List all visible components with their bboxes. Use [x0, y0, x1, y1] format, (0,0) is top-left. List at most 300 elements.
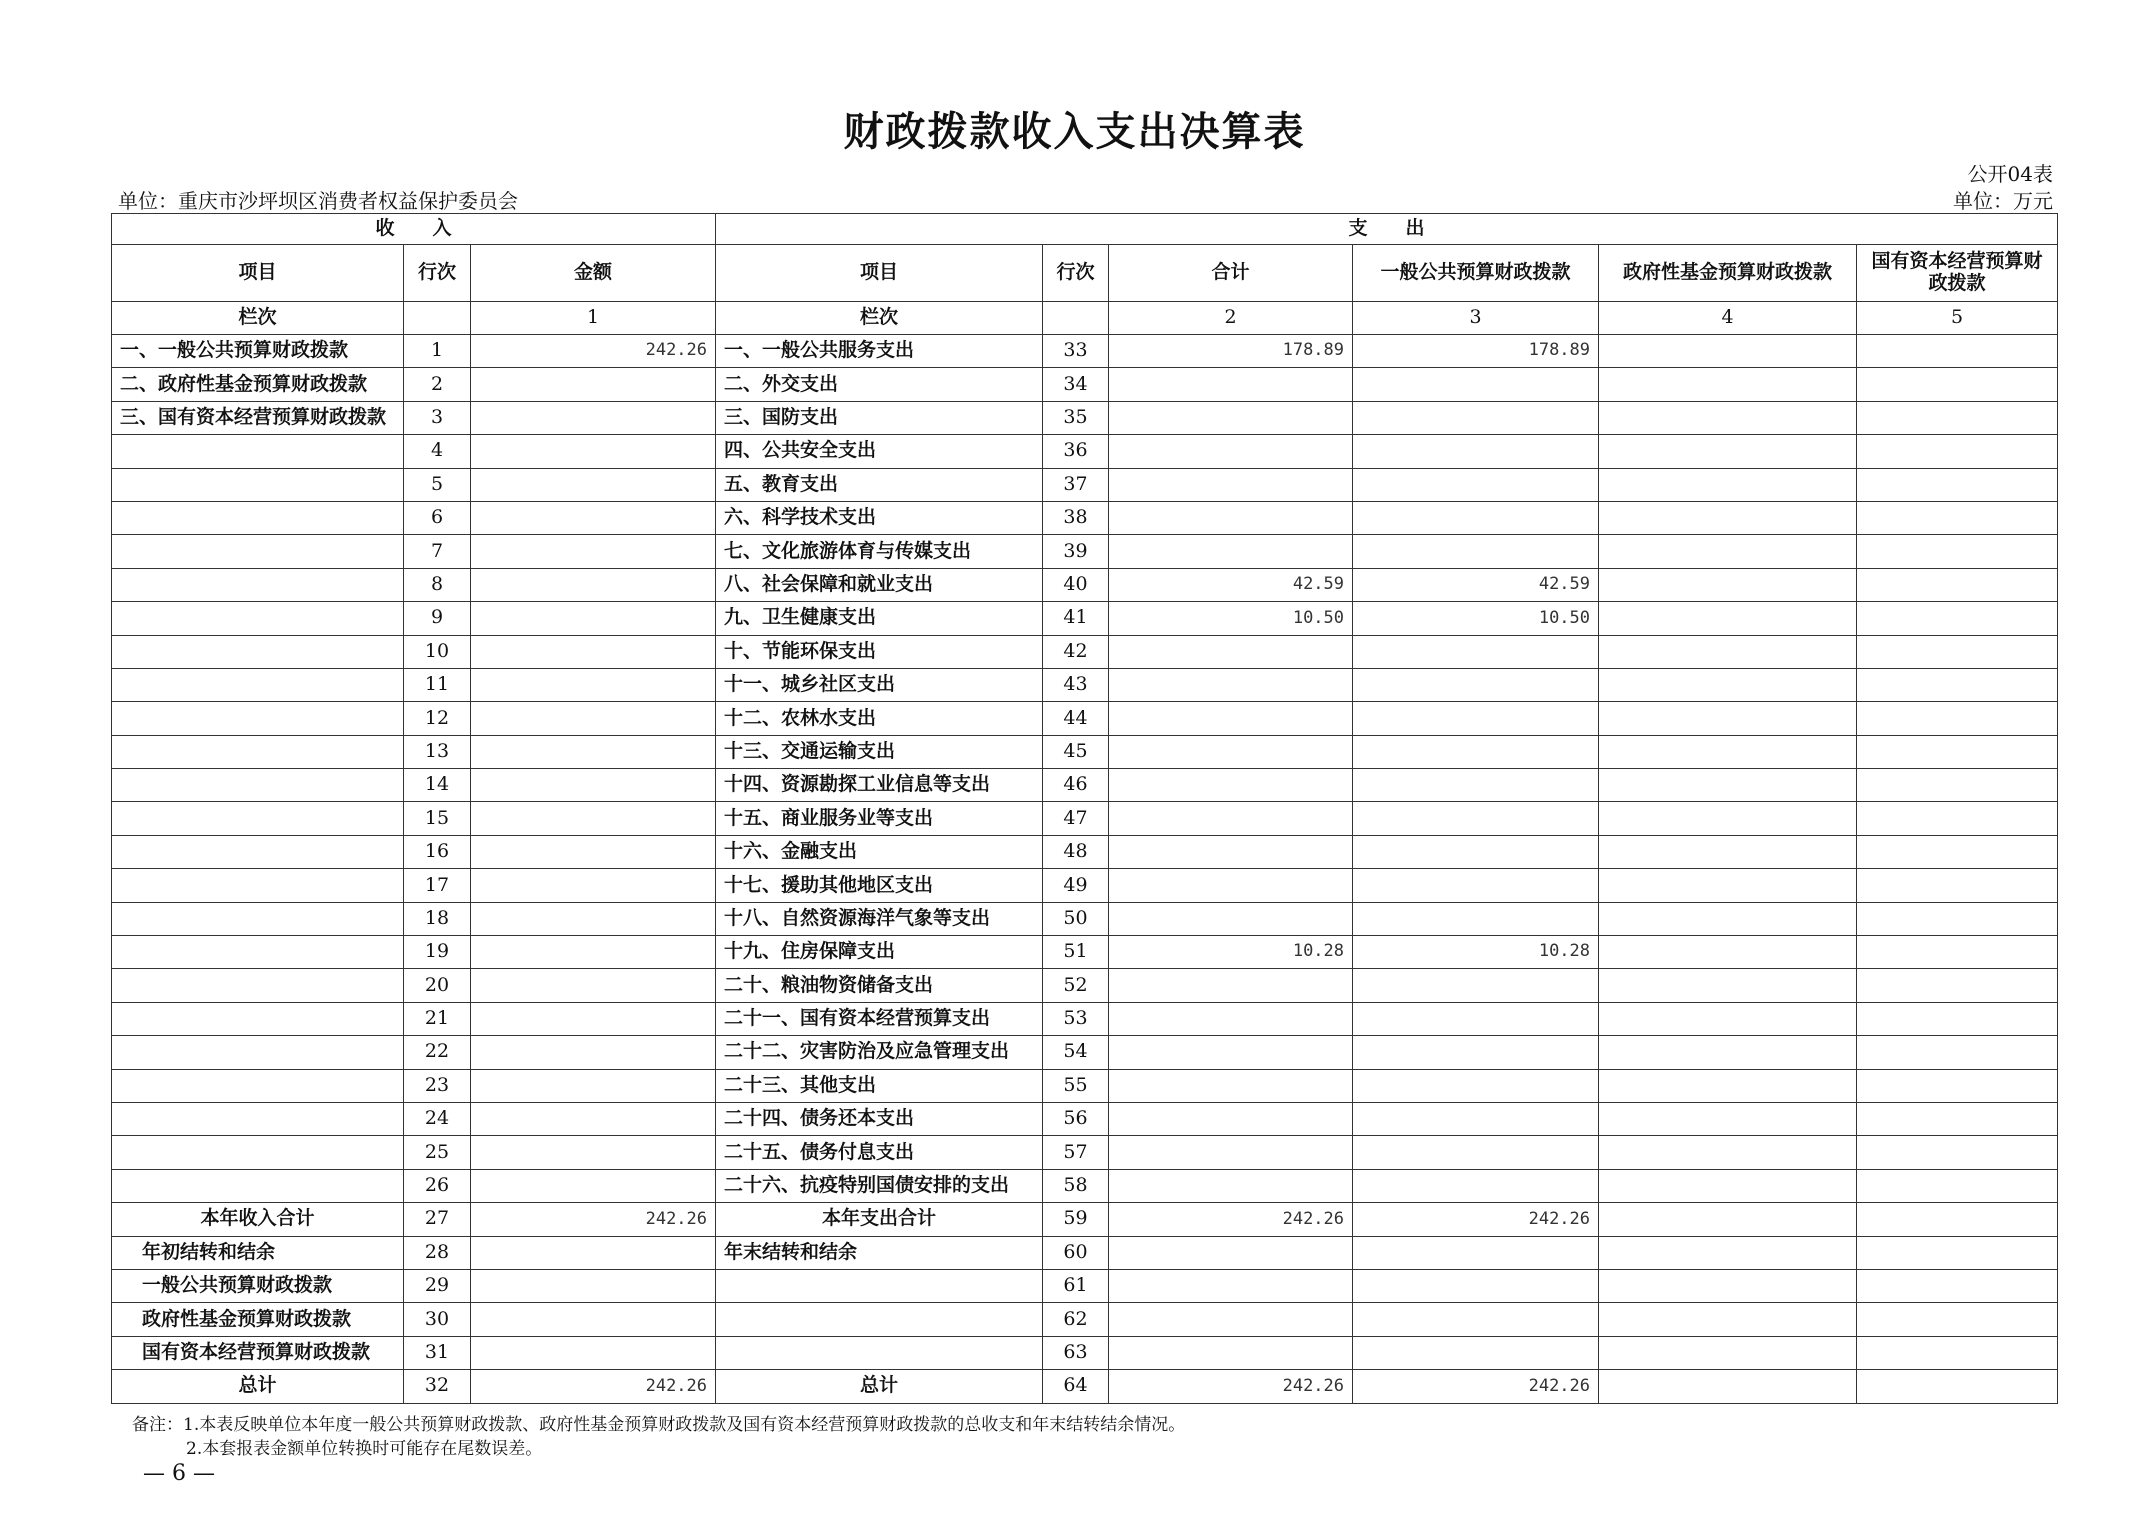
gov-fund-amount	[1599, 668, 1857, 701]
income-amount: 242.26	[471, 1370, 716, 1403]
income-amount	[471, 1136, 716, 1169]
expense-row-no: 45	[1043, 735, 1109, 768]
income-item: 三、国有资本经营预算财政拨款	[112, 401, 404, 434]
general-budget-amount	[1353, 535, 1599, 568]
income-item	[112, 802, 404, 835]
income-item	[112, 468, 404, 501]
income-row-no: 30	[404, 1303, 471, 1336]
income-item	[112, 936, 404, 969]
expense-item: 二十五、债务付息支出	[716, 1136, 1043, 1169]
expense-item: 十九、住房保障支出	[716, 936, 1043, 969]
income-row-no: 26	[404, 1169, 471, 1202]
money-unit: 单位：万元	[1953, 189, 2053, 213]
income-row-no: 28	[404, 1236, 471, 1269]
table-row	[112, 435, 2058, 468]
gov-fund-amount	[1599, 1036, 1857, 1069]
income-row-no: 29	[404, 1269, 471, 1302]
income-section-header: 收 入	[112, 214, 716, 245]
income-row-no: 24	[404, 1102, 471, 1135]
expense-total	[1109, 1036, 1353, 1069]
state-capital-amount	[1857, 1002, 2058, 1035]
expense-total	[1109, 735, 1353, 768]
table-row	[112, 869, 2058, 902]
income-row-no: 6	[404, 501, 471, 534]
income-amount	[471, 1102, 716, 1135]
income-row-no: 12	[404, 702, 471, 735]
expense-item: 四、公共安全支出	[716, 435, 1043, 468]
expense-row-no: 53	[1043, 1002, 1109, 1035]
general-budget-amount	[1353, 1336, 1599, 1369]
carry-over-row	[112, 1269, 2058, 1302]
expense-row-no: 62	[1043, 1303, 1109, 1336]
income-item	[112, 902, 404, 935]
expense-item: 二十二、灾害防治及应急管理支出	[716, 1036, 1043, 1069]
gov-fund-amount	[1599, 702, 1857, 735]
table-body	[112, 335, 2058, 1404]
expense-row-no: 42	[1043, 635, 1109, 668]
expense-row-no: 59	[1043, 1203, 1109, 1236]
gov-fund-amount	[1599, 435, 1857, 468]
income-amount	[471, 501, 716, 534]
income-amount-header: 金额	[471, 245, 716, 302]
column-label: 栏次	[716, 302, 1043, 335]
income-item	[112, 1169, 404, 1202]
expense-total: 178.89	[1109, 335, 1353, 368]
income-amount	[471, 368, 716, 401]
expense-row-no: 33	[1043, 335, 1109, 368]
income-item-header: 项目	[112, 245, 404, 302]
income-item	[112, 1136, 404, 1169]
expense-total	[1109, 835, 1353, 868]
income-item: 总计	[112, 1370, 404, 1403]
gov-fund-amount	[1599, 1102, 1857, 1135]
table-row	[112, 735, 2058, 768]
expense-row-no: 57	[1043, 1136, 1109, 1169]
income-row-no: 19	[404, 936, 471, 969]
income-amount	[471, 635, 716, 668]
income-row-no: 32	[404, 1370, 471, 1403]
expense-item: 年末结转和结余	[716, 1236, 1043, 1269]
income-item	[112, 735, 404, 768]
expense-row-no: 35	[1043, 401, 1109, 434]
general-budget-amount	[1353, 668, 1599, 701]
income-item	[112, 602, 404, 635]
general-budget-amount	[1353, 1236, 1599, 1269]
income-row-no: 1	[404, 335, 471, 368]
income-item: 年初结转和结余	[112, 1236, 404, 1269]
gov-fund-amount	[1599, 936, 1857, 969]
table-row	[112, 1169, 2058, 1202]
state-capital-amount	[1857, 1069, 2058, 1102]
general-budget-amount	[1353, 902, 1599, 935]
expense-row-no: 44	[1043, 702, 1109, 735]
income-amount	[471, 902, 716, 935]
gov-fund-amount	[1599, 1269, 1857, 1302]
expense-row-no: 38	[1043, 501, 1109, 534]
state-capital-amount	[1857, 702, 2058, 735]
income-row-no-header: 行次	[404, 245, 471, 302]
general-budget-amount	[1353, 635, 1599, 668]
column-number: 4	[1599, 302, 1857, 335]
state-capital-amount	[1857, 501, 2058, 534]
income-item: 本年收入合计	[112, 1203, 404, 1236]
income-amount	[471, 1069, 716, 1102]
state-capital-amount	[1857, 1303, 2058, 1336]
income-amount	[471, 435, 716, 468]
expense-item: 一、一般公共服务支出	[716, 335, 1043, 368]
expense-row-no-header: 行次	[1043, 245, 1109, 302]
income-amount	[471, 1036, 716, 1069]
expense-item: 本年支出合计	[716, 1203, 1043, 1236]
income-amount	[471, 1303, 716, 1336]
income-amount	[471, 568, 716, 601]
income-row-no: 3	[404, 401, 471, 434]
income-row-no: 20	[404, 969, 471, 1002]
gov-fund-amount	[1599, 869, 1857, 902]
expense-item: 三、国防支出	[716, 401, 1043, 434]
expense-row-no: 41	[1043, 602, 1109, 635]
gov-fund-amount	[1599, 1002, 1857, 1035]
gov-fund-amount	[1599, 902, 1857, 935]
table-row	[112, 969, 2058, 1002]
expense-total	[1109, 1102, 1353, 1135]
income-row-no: 25	[404, 1136, 471, 1169]
expense-total: 10.28	[1109, 936, 1353, 969]
table-row	[112, 368, 2058, 401]
gov-fund-amount	[1599, 802, 1857, 835]
state-capital-amount	[1857, 1269, 2058, 1302]
expense-section-header: 支 出	[716, 214, 2058, 245]
table-row	[112, 602, 2058, 635]
income-amount	[471, 668, 716, 701]
expense-total	[1109, 1303, 1353, 1336]
general-budget-amount: 242.26	[1353, 1370, 1599, 1403]
expense-total	[1109, 435, 1353, 468]
gov-fund-amount	[1599, 835, 1857, 868]
expense-total	[1109, 902, 1353, 935]
gov-fund-amount	[1599, 501, 1857, 534]
state-capital-amount	[1857, 902, 2058, 935]
income-row-no: 31	[404, 1336, 471, 1369]
income-item: 国有资本经营预算财政拨款	[112, 1336, 404, 1369]
carry-over-row	[112, 1336, 2058, 1369]
state-capital-amount	[1857, 535, 2058, 568]
year-total-row	[112, 1203, 2058, 1236]
expense-item	[716, 1336, 1043, 1369]
state-capital-amount	[1857, 1336, 2058, 1369]
income-amount	[471, 401, 716, 434]
expense-item: 十五、商业服务业等支出	[716, 802, 1043, 835]
table-row	[112, 335, 2058, 368]
expense-item: 二十六、抗疫特别国债安排的支出	[716, 1169, 1043, 1202]
expense-item: 十七、援助其他地区支出	[716, 869, 1043, 902]
state-capital-amount	[1857, 869, 2058, 902]
expense-total	[1109, 1002, 1353, 1035]
income-item	[112, 1002, 404, 1035]
income-amount	[471, 869, 716, 902]
income-item	[112, 501, 404, 534]
gov-fund-amount	[1599, 401, 1857, 434]
income-item	[112, 568, 404, 601]
expense-total: 42.59	[1109, 568, 1353, 601]
income-row-no: 8	[404, 568, 471, 601]
income-item	[112, 969, 404, 1002]
state-capital-amount	[1857, 1370, 2058, 1403]
income-row-no: 21	[404, 1002, 471, 1035]
income-row-no: 14	[404, 769, 471, 802]
income-item	[112, 702, 404, 735]
income-row-no: 27	[404, 1203, 471, 1236]
general-budget-amount	[1353, 1102, 1599, 1135]
state-capital-amount	[1857, 802, 2058, 835]
general-budget-amount	[1353, 1036, 1599, 1069]
income-item: 一、一般公共预算财政拨款	[112, 335, 404, 368]
expense-row-no: 39	[1043, 535, 1109, 568]
state-capital-amount	[1857, 635, 2058, 668]
table-row	[112, 668, 2058, 701]
expense-item	[716, 1303, 1043, 1336]
gov-fund-amount	[1599, 368, 1857, 401]
income-amount	[471, 735, 716, 768]
form-number: 公开04表	[1967, 162, 2053, 186]
state-capital-amount	[1857, 835, 2058, 868]
expense-total	[1109, 635, 1353, 668]
gov-fund-amount	[1599, 1203, 1857, 1236]
carry-over-row	[112, 1303, 2058, 1336]
general-budget-amount: 242.26	[1353, 1203, 1599, 1236]
state-capital-amount	[1857, 1203, 2058, 1236]
footnote: 备注：1.本表反映单位本年度一般公共预算财政拨款、政府性基金预算财政拨款及国有资本经营预算财政拨款的总收支和年末结转结余情况。	[132, 1415, 1186, 1435]
income-amount: 242.26	[471, 1203, 716, 1236]
reporting-unit: 单位：重庆市沙坪坝区消费者权益保护委员会	[118, 189, 518, 213]
general-budget-amount	[1353, 1169, 1599, 1202]
general-budget-amount	[1353, 835, 1599, 868]
column-label: 栏次	[112, 302, 404, 335]
expense-row-no: 46	[1043, 769, 1109, 802]
income-row-no: 17	[404, 869, 471, 902]
income-row-no: 16	[404, 835, 471, 868]
state-capital-amount	[1857, 1169, 2058, 1202]
income-item	[112, 535, 404, 568]
general-budget-amount	[1353, 1136, 1599, 1169]
expense-item: 二十一、国有资本经营预算支出	[716, 1002, 1043, 1035]
expense-row-no: 58	[1043, 1169, 1109, 1202]
income-amount	[471, 535, 716, 568]
fiscal-appropriation-table	[111, 213, 2058, 1404]
general-budget-amount	[1353, 1303, 1599, 1336]
state-capital-amount	[1857, 1102, 2058, 1135]
expense-total	[1109, 969, 1353, 1002]
income-row-no: 2	[404, 368, 471, 401]
general-budget-amount	[1353, 802, 1599, 835]
state-capital-amount	[1857, 468, 2058, 501]
expense-row-no: 48	[1043, 835, 1109, 868]
expense-row-no: 47	[1043, 802, 1109, 835]
footnote: 2.本套报表金额单位转换时可能存在尾数误差。	[186, 1439, 543, 1459]
gov-fund-amount	[1599, 735, 1857, 768]
income-amount	[471, 468, 716, 501]
state-capital-amount	[1857, 1036, 2058, 1069]
page-number: — 6 —	[143, 1461, 215, 1486]
state-capital-amount	[1857, 668, 2058, 701]
income-row-no: 13	[404, 735, 471, 768]
expense-row-no: 63	[1043, 1336, 1109, 1369]
gov-fund-amount	[1599, 769, 1857, 802]
expense-item: 十八、自然资源海洋气象等支出	[716, 902, 1043, 935]
table-row	[112, 501, 2058, 534]
expense-item: 九、卫生健康支出	[716, 602, 1043, 635]
general-budget-amount	[1353, 368, 1599, 401]
income-item: 一般公共预算财政拨款	[112, 1269, 404, 1302]
grand-total-row	[112, 1370, 2058, 1403]
income-item	[112, 635, 404, 668]
income-amount	[471, 702, 716, 735]
income-item: 政府性基金预算财政拨款	[112, 1303, 404, 1336]
income-row-no: 10	[404, 635, 471, 668]
income-row-no: 9	[404, 602, 471, 635]
expense-row-no: 50	[1043, 902, 1109, 935]
expense-item: 十二、农林水支出	[716, 702, 1043, 735]
income-amount	[471, 835, 716, 868]
table-row	[112, 902, 2058, 935]
table-row	[112, 568, 2058, 601]
income-item	[112, 668, 404, 701]
income-item: 二、政府性基金预算财政拨款	[112, 368, 404, 401]
expense-item: 八、社会保障和就业支出	[716, 568, 1043, 601]
expense-total	[1109, 535, 1353, 568]
expense-total	[1109, 1336, 1353, 1369]
expense-row-no: 55	[1043, 1069, 1109, 1102]
income-amount	[471, 969, 716, 1002]
general-budget-amount: 42.59	[1353, 568, 1599, 601]
table-row	[112, 1069, 2058, 1102]
expense-item: 十、节能环保支出	[716, 635, 1043, 668]
general-budget-amount	[1353, 435, 1599, 468]
income-row-no: 22	[404, 1036, 471, 1069]
expense-total: 10.50	[1109, 602, 1353, 635]
state-capital-amount	[1857, 936, 2058, 969]
expense-row-no: 37	[1043, 468, 1109, 501]
expense-item: 总计	[716, 1370, 1043, 1403]
expense-row-no: 60	[1043, 1236, 1109, 1269]
state-capital-header: 国有资本经营预算财政拨款	[1857, 245, 2058, 302]
expense-item: 六、科学技术支出	[716, 501, 1043, 534]
general-budget-amount	[1353, 735, 1599, 768]
expense-row-no: 52	[1043, 969, 1109, 1002]
expense-total	[1109, 802, 1353, 835]
page-title: 财政拨款收入支出决算表	[843, 108, 1306, 155]
expense-item	[716, 1269, 1043, 1302]
state-capital-amount	[1857, 368, 2058, 401]
general-budget-amount	[1353, 401, 1599, 434]
state-capital-amount	[1857, 335, 2058, 368]
expense-total	[1109, 1069, 1353, 1102]
state-capital-amount	[1857, 435, 2058, 468]
table-row	[112, 635, 2058, 668]
expense-row-no: 54	[1043, 1036, 1109, 1069]
expense-item: 二十、粮油物资储备支出	[716, 969, 1043, 1002]
gov-fund-amount	[1599, 1303, 1857, 1336]
income-row-no: 7	[404, 535, 471, 568]
income-row-no: 4	[404, 435, 471, 468]
table-row	[112, 702, 2058, 735]
expense-total	[1109, 368, 1353, 401]
expense-total	[1109, 702, 1353, 735]
state-capital-amount	[1857, 769, 2058, 802]
general-budget-amount	[1353, 769, 1599, 802]
income-row-no: 11	[404, 668, 471, 701]
general-budget-amount: 10.50	[1353, 602, 1599, 635]
expense-total	[1109, 1169, 1353, 1202]
expense-total	[1109, 769, 1353, 802]
expense-item: 二十三、其他支出	[716, 1069, 1043, 1102]
general-budget-amount	[1353, 1269, 1599, 1302]
expense-item: 二、外交支出	[716, 368, 1043, 401]
expense-row-no: 64	[1043, 1370, 1109, 1403]
gov-fund-amount	[1599, 468, 1857, 501]
income-amount	[471, 1336, 716, 1369]
expense-total: 242.26	[1109, 1203, 1353, 1236]
expense-total	[1109, 1269, 1353, 1302]
state-capital-amount	[1857, 735, 2058, 768]
income-item	[112, 769, 404, 802]
table-row	[112, 401, 2058, 434]
general-budget-header: 一般公共预算财政拨款	[1353, 245, 1599, 302]
table-row	[112, 468, 2058, 501]
income-row-no: 18	[404, 902, 471, 935]
gov-fund-amount	[1599, 1169, 1857, 1202]
general-budget-amount	[1353, 501, 1599, 534]
expense-item: 十三、交通运输支出	[716, 735, 1043, 768]
state-capital-amount	[1857, 1236, 2058, 1269]
expense-total	[1109, 468, 1353, 501]
expense-total	[1109, 869, 1353, 902]
income-item	[112, 1102, 404, 1135]
income-amount	[471, 936, 716, 969]
expense-total	[1109, 1136, 1353, 1169]
table-row	[112, 1136, 2058, 1169]
expense-item-header: 项目	[716, 245, 1043, 302]
income-item	[112, 1036, 404, 1069]
expense-row-no: 36	[1043, 435, 1109, 468]
general-budget-amount	[1353, 468, 1599, 501]
column-number: 2	[1109, 302, 1353, 335]
general-budget-amount	[1353, 1002, 1599, 1035]
expense-item: 七、文化旅游体育与传媒支出	[716, 535, 1043, 568]
income-amount	[471, 1236, 716, 1269]
income-amount	[471, 802, 716, 835]
expense-total	[1109, 1236, 1353, 1269]
income-amount	[471, 1269, 716, 1302]
table-row	[112, 802, 2058, 835]
expense-row-no: 34	[1043, 368, 1109, 401]
expense-row-no: 49	[1043, 869, 1109, 902]
table-row	[112, 936, 2058, 969]
gov-fund-amount	[1599, 1336, 1857, 1369]
column-number: 3	[1353, 302, 1599, 335]
column-number: 1	[471, 302, 716, 335]
gov-fund-amount	[1599, 335, 1857, 368]
table-row	[112, 835, 2058, 868]
expense-item: 十四、资源勘探工业信息等支出	[716, 769, 1043, 802]
gov-fund-amount	[1599, 635, 1857, 668]
general-budget-amount	[1353, 1069, 1599, 1102]
income-row-no: 23	[404, 1069, 471, 1102]
income-item	[112, 835, 404, 868]
general-budget-amount	[1353, 702, 1599, 735]
income-amount	[471, 1002, 716, 1035]
expense-total-header: 合计	[1109, 245, 1353, 302]
